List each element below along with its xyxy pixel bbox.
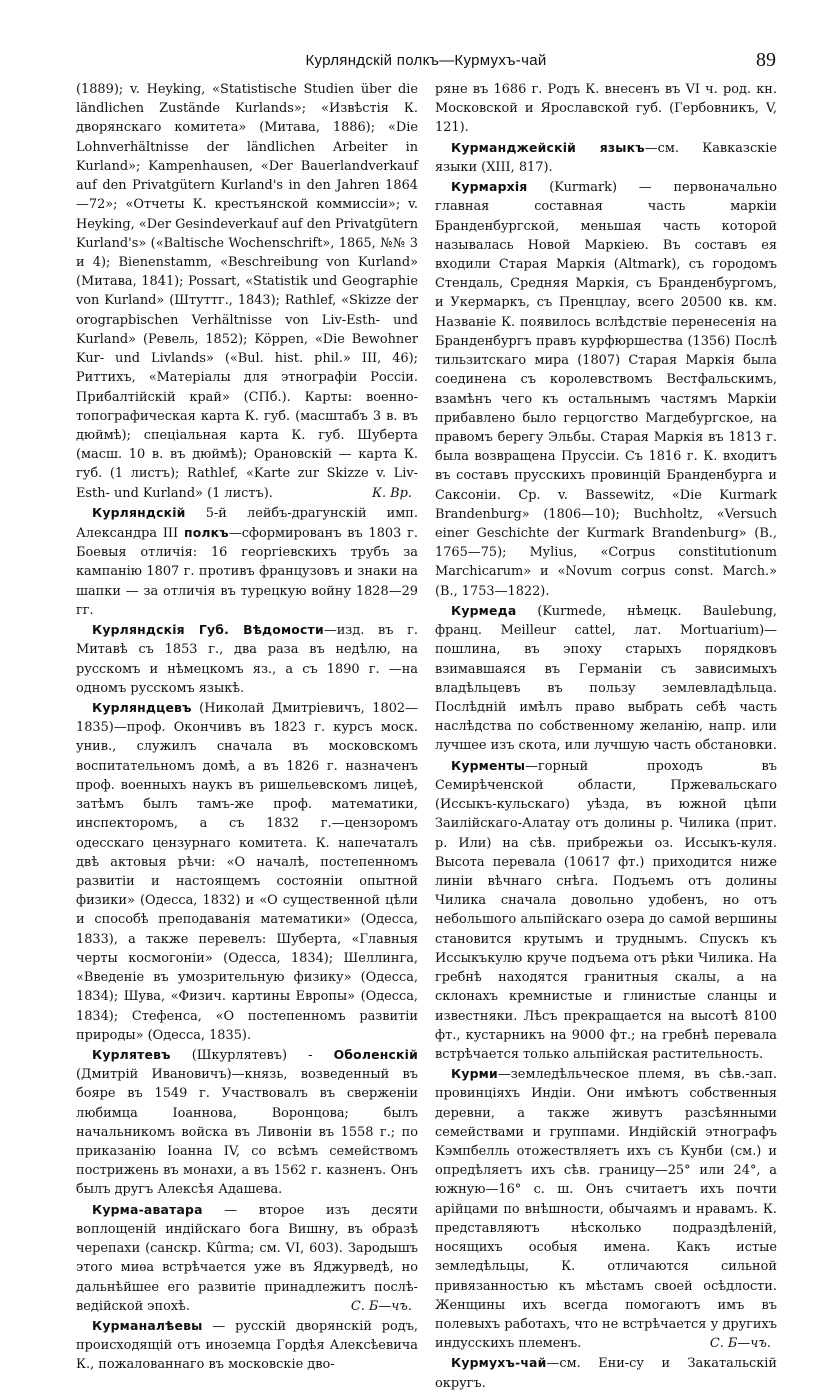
entry-headword: Курмархія (451, 179, 528, 195)
article-entry (76, 503, 418, 620)
article-entry (76, 1200, 418, 1316)
article-entry (435, 756, 777, 1065)
entry-headword: Курменты (451, 757, 526, 773)
article-entry (76, 620, 418, 698)
entry-text: (Kurmede, нѣмецк. Baulebung, франц. Meilleur cattel, лат. Mortuarium)—пошлина, въ эпоху старыхъ порядковъ взимавшаяся въ Германіи съ зависимыхъ владѣльцевъ въ пользу землевладѣльца. Послѣдній имѣлъ право выбрать себѣ часть наслѣдства по собственному желанію, напр. или лучшее изъ скота, или лучшую часть обстановки. (435, 603, 777, 754)
article-entry (435, 1064, 777, 1353)
entry-text: 5-й лейбъ-драгунскій имп. Александра III (76, 505, 418, 542)
article-entry (435, 80, 777, 138)
article-entry (76, 698, 418, 1045)
article-entry (76, 1045, 418, 1200)
entry-text: (Дмитрій Ивановичъ)—князь, возведенный въ бояре въ 1549 г. Участвовалъ въ сверженіи любимца Іоаннова, Воронцова; былъ начальникомъ войска въ Ливоніи въ 1558 г.; по приказанію Іоанна IV, со всѣмъ семействомъ пострижень въ монахи, а въ 1562 г. казненъ. Онъ былъ другъ Алексѣя Адашева. (76, 1067, 418, 1198)
entry-headword: Курляндскій (92, 504, 186, 520)
entry-text: (1889); v. Heyking, «Statistische Studien über die ländlichen Zustände Kurlands»; «Извѣстія К. дворянскаго комитета» (Митава, 1886); «Die Lohnverhältnisse der ländlichen Arbeiter in Kurland»; Kampenhausen, «Der Bauerlandverkauf auf den Privatgütern Kurland's in den Jahren 1864—72»; «Отчеты К. крестьянской коммиссіи»; v. Heyking, «Der Gesindeverkauf auf den Privatgütern Kurland's» («Baltische Wochenschrift», 1865, №№ 3 и 4); Bienenstamm, «Beschreibung von Kurland» (Митава, 1841); Possart, «Statistik und Geographie von Kurland» (Штуттг., 1843); Rathlef, «Skizze der orograpbischen Verhältnisse von Liv-Esth- und Kurland» (Ревель, 1852); Köppen, «Die Bewohner Kur- und Livlands» («Bul. hist. phil.» III, 46); Риттихъ, «Матеріалы для этнографіи Россіи. Прибалтійскій край» (СПб.). Карты: военно-топографическая карта К. губ. (масштабъ 3 в. въ дюймѣ); спеціальная карта К. губ. Шуберта (масш. 10 в. въ дюймѣ); Орановскій — карта К. губ. (1 листъ); Rathlef, «Karte zur Skizze v. Liv-Esth- und Kurland» (1 листъ). (76, 82, 418, 501)
entry-headword: Курманалѣевы (92, 1318, 203, 1333)
author-signature: К. Вр. (372, 485, 412, 501)
entry-text: —см. Кавказскіе языки (XIII, 817). (435, 140, 777, 175)
entry-text: —земледѣльческое племя, въ сѣв.-зап. провинціяхъ Индіи. Они имѣютъ собственныя деревни, а также живутъ разсѣянными семействами и группами. Индійскій этнографъ Кэмпбелль отожествляетъ ихъ съ Кунби (см.) и опредѣляетъ ихъ сѣв. границу—25° или 24°, а южную—16° с. ш. Онъ считаетъ ихъ почти арійцами по внѣшности, обычаямъ и нравамъ. К. представляютъ нѣсколько подраздѣленій, носящихъ особыя имена. Какъ истые земледѣльцы, К. отличаются сильной привязанностью къ мѣстамъ своей осѣдлости. Женщины ихъ всегда помогаютъ имъ въ полевыхъ работахъ, что не встрѣчается у другихъ индусскихъ племенъ. (435, 1067, 777, 1352)
entry-text: (Шкурлятевъ) - (170, 1047, 334, 1063)
entry-headword: Курмухъ-чай (451, 1355, 547, 1371)
entry-text: —горный проходъ въ Семирѣченской области, Пржевальскаго (Иссыкъ-кульскаго) уѣзда, въ южной цѣпи Заилійскаго-Алатау отъ долины р. Чилика (прит. р. Или) на сѣв. прибрежьи оз. Иссыкъ-куля. Высота перевала (10617 фт.) приходится ниже линіи вѣчнаго снѣга. Подъемъ отъ долины Чилика сначала довольно удобенъ, но отъ небольшого альпійскаго озера до самой вершины становится крутымъ и труднымъ. Спускъ къ Иссыкъкулю круче подъема отъ рѣки Чилика. На гребнѣ находятся гранитныя скалы, а на склонахъ кремнистые и глинистые сланцы и известняки. Лѣсъ прекращается на высотѣ 8100 фт., кустарникъ на 9000 фт.; на гребнѣ перевала встрѣчается только альпійская растительность. (435, 758, 777, 1062)
article-entry (435, 601, 777, 756)
entry-text: —сформированъ въ 1803 г. Боевыя отличія: 16 георгіевскихъ трубъ за кампанію 1807 г. противъ французовъ и знаки на шапки — за отличія въ турецкую войну 1828—29 гг. (76, 526, 418, 618)
article-entry (435, 1353, 777, 1392)
entry-text: — русскій дворянскій родъ, происходящій отъ иноземца Гордѣя Алексѣевича К., пожалованнаго въ московскіе дво- (76, 1319, 418, 1373)
entry-headword: Курманджейскій языкъ (451, 139, 645, 155)
entry-headword: Курма-аватара (92, 1201, 203, 1217)
entry-text: — второе изъ десяти воплощеній индійскаго бога Вишну, въ образѣ черепахи (санскр. Kûrma; см. VI, 603). Зародышъ этого миѳа встрѣчается уже въ Яджурведѣ, но дальнѣйшее его развитіе принадлежитъ послѣ-ведійской эпохѣ. (76, 1202, 418, 1314)
entry-headword: полкъ (183, 525, 229, 541)
author-signature: С. Б—чъ. (709, 1336, 771, 1352)
left-column (76, 80, 418, 1375)
right-column (435, 80, 777, 1393)
running-title: Курляндскій полкъ—Курмухъ-чай (305, 52, 547, 69)
author-signature: С. Б—чъ. (350, 1298, 412, 1314)
entry-text: ряне въ 1686 г. Родъ К. внесенъ въ VI ч. род. кн. Московской и Ярославской губ. (Гербовникъ, V, 121). (435, 82, 777, 136)
entry-headword: Курлятевъ (92, 1046, 171, 1062)
entry-text: (Николай Дмитріевичъ, 1802—1835)—проф. Окончивъ въ 1823 г. курсъ моск. унив., служилъ сначала въ московскомъ воспитательномъ домѣ, а въ 1826 г. назначенъ проф. военныхъ наукъ въ ришельевскомъ лицеѣ, затѣмъ былъ тамъ-же проф. математики, инспекторомъ, а съ 1832 г.—цензоромъ одесскаго цензурнаго комитета. К. напечаталъ двѣ актовыя рѣчи: «О началѣ, постепенномъ развитіи и настоящемъ состояніи опытной физики» (Одесса, 1832) и «О существенной цѣли и способѣ преподаванія математики» (Одесса, 1833), а также перевелъ: Шуберта, «Главныя черты космогоніи» (Одесса, 1834); Шеллинга, «Введеніе въ умозрительную физику» (Одесса, 1834); Шува, «Физич. картины Европы» (Одесса, 1834); Стефенса, «О постепенномъ развитіи природы» (Одесса, 1835). (76, 701, 418, 1043)
article-entry (435, 177, 777, 601)
entry-text: —см. Ени-су и Закатальскій округъ. (435, 1356, 777, 1391)
article-entry (76, 1316, 418, 1375)
entry-headword: Курляндцевъ (92, 700, 192, 715)
page-number: 89 (756, 49, 776, 71)
entry-text: (Kurmark) — первоначально главная составная часть маркіи Бранденбургской, меньшая часть которой называлась Новой Маркіею. Въ составъ ея входили Старая Маркія (Altmark), съ городомъ Стендаль, Средняя Маркія, съ Бранденбургомъ, и Укермаркъ, съ Пренцлау, всего 20500 кв. км. Названіе К. появилось вслѣдствіе перенесенія на Бранденбургъ правъ курфюршества (1356) Послѣ тильзитскаго мира (1807) Старая Маркія была соединена съ королевствомъ Вестфальскимъ, взамѣнъ чего къ остальнымъ частямъ Маркіи прибавлено было герцогство Магдебургское, на правомъ берегу Эльбы. Старая Маркія въ 1813 г. была возвращена Пруссіи. Съ 1816 г. К. входитъ въ составъ прусскихъ провинцій Бранденбурга и Саксоніи. Ср. v. Bassewitz, «Die Kurmark Brandenburg» (1806—10); Buchholtz, «Versuch einer Geschichte der Kurmark Brandenburg» (B., 1765—75); Mylius, «Corpus constitutionum Marchicarum» и «Novum corpus const. March.» (B., 1753—1822). (435, 180, 777, 599)
entry-text: —изд. въ г. Митавѣ съ 1853 г., два раза въ недѣлю, на русскомъ и нѣмецкомъ яз., а съ 1890 г. —на одномъ русскомъ языкѣ. (76, 623, 418, 696)
article-entry (76, 80, 418, 503)
article-entry (435, 138, 777, 177)
page-header (76, 49, 776, 74)
entry-headword: Курми (451, 1066, 498, 1082)
entry-headword: Курляндскія Губ. Вѣдомости (92, 622, 324, 638)
entry-headword: Оболенскій (333, 1046, 418, 1062)
entry-headword: Курмеда (451, 602, 517, 618)
